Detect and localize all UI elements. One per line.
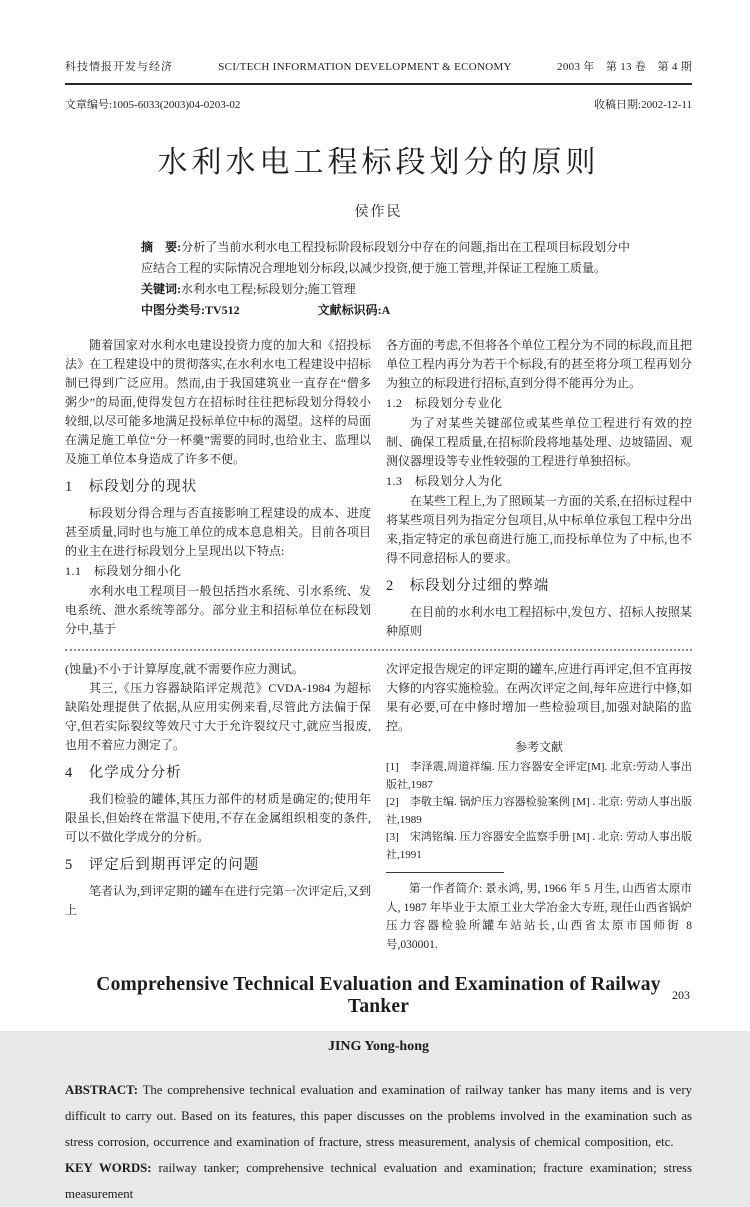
abstract-text: 分析了当前水利水电工程投标阶段标段划分中存在的问题,指出在工程项目标段划分中应结合工程的实际情况合理地划分标段,以减少投资,便于施工管理,并保证工程施工质量。 (141, 240, 630, 275)
paragraph: 随着国家对水利水电建设投资力度的加大和《招投标法》在工程建设中的贯彻落实,在水利水电工程建设中招标制已得到广泛应用。然而,由于我国建筑业一直存在“僧多粥少”的局面,使得发包方在招标时往往把标段划分得较小较细,以尽可能多地满足投标单位中标的渴望。这样的局面在满足施工单位“分一杯羹”需要的同时,也给业主、监理以及施工单位本身造成了许多不便。 (65, 338, 371, 466)
body-upper (65, 336, 692, 641)
section-heading: 4 化学成分分析 (65, 765, 182, 781)
paragraph: 其三,《压力容器缺陷评定规范》CVDA-1984 为超标缺陷处理提供了依据,从应用实例来看,尽管此方法偏于保守,但若实际裂纹等效尺寸大于允许裂纹尺寸,就应当报废,也用不着应力测定了。 (65, 681, 371, 752)
reference-item: [2] 李敬主编. 锅炉压力容器检验案例 [M] . 北京: 劳动人事出版社,1989 (386, 796, 692, 826)
section-heading: 2 标段划分过细的弊端 (386, 578, 550, 594)
journal-name-en: SCI/TECH INFORMATION DEVELOPMENT & ECONOMY (218, 61, 512, 73)
keywords-text: 水利水电工程;标段划分;施工管理 (181, 282, 356, 296)
page-header (65, 58, 692, 74)
journal-name-cn: 科技情报开发与经济 (65, 61, 173, 73)
article-title: 水利水电工程标段划分的原则 (157, 146, 600, 179)
english-abstract (65, 1077, 692, 1155)
paragraph: 标段划分得合理与否直接影响工程建设的成本、进度甚至质量,同时也与施工单位的成本息息相关。目前各项目的业主在进行标段划分上呈现出以下特点: (65, 506, 371, 558)
abstract-paragraph (141, 237, 630, 279)
abstract-block (141, 237, 630, 321)
body-lower (65, 660, 692, 954)
paragraph: 为了对某些关键部位或某些单位工程进行有效的控制、确保工程质量,在招标阶段将地基处理、边坡锚固、观测仪器埋设等专业性较强的工程进行单独招标。 (386, 416, 692, 468)
meta-row (65, 96, 692, 112)
received-date: 收稿日期:2002-12-11 (594, 99, 692, 111)
article-divider (65, 649, 692, 651)
paragraph: 在目前的水利水电工程招标中,发包方、招标人按照某种原则 (386, 605, 692, 638)
english-abstract-text: The comprehensive technical evaluation and examination of railway tanker has many items and is very difficult to carry out. Based on its features, this paper discusses on the problems involved in the examination such as stress corrosion, occurrence and examination of fracture, stress measurement, analysis of chemical composition, etc. (65, 1083, 692, 1149)
document-code: 文献标识码:A (317, 303, 391, 317)
english-author: JING Yong-hong (327, 1039, 429, 1054)
page-number: 203 (672, 988, 690, 1002)
paragraph: 我们检验的罐体,其压力部件的材质是确定的;使用年限虽长,但始终在常温下使用,不存在金属组织相变的条件,可以不做化学成分的分析。 (65, 792, 371, 844)
keywords-paragraph (141, 279, 630, 300)
bio-divider-rule (386, 872, 504, 873)
paragraph: 笔者认为,到评定期的罐车在进行完第一次评定后,又到上 (65, 884, 372, 917)
paragraph: 水利水电工程项目一般包括挡水系统、引水系统、发电系统、泄水系统等部分。部分业主和招标单位在标段划分中,基于 (65, 584, 371, 636)
subsection-heading: 1.2 标段划分专业化 (386, 396, 503, 410)
classification-row (141, 300, 630, 321)
issue-info: 2003 年 第 13 卷 第 4 期 (557, 61, 692, 73)
english-abstract-label: ABSTRACT: (65, 1083, 139, 1097)
author-bio: 第一作者简介: 景永鸿, 男, 1966 年 5 月生, 山西省太原市人, 1987 年毕业于太原工业大学冶金大专班, 现任山西省锅炉压力容器检验所罐车站站长,山西省太原市国师街 8 号,030001. (386, 883, 692, 951)
article-author: 侯作民 (354, 205, 403, 220)
section-heading: 5 评定后到期再评定的问题 (65, 857, 260, 873)
section-heading: 1 标段划分的现状 (65, 479, 198, 495)
reference-item: [3] 宋鸿铭编. 压力容器安全监察手册 [M] . 北京: 劳动人事出版社,1991 (386, 831, 692, 861)
reference-item: [1] 李泽震,周道祥编. 压力容器安全评定[M]. 北京:劳动人事出版社,1987 (386, 761, 692, 791)
english-keywords-label: KEY WORDS: (65, 1161, 152, 1175)
english-keywords-text: railway tanker; comprehensive technical evaluation and examination; fracture examination; stress measurement (65, 1161, 692, 1201)
clc-number: 中图分类号:TV512 (141, 303, 240, 317)
body-lower-right-column (386, 660, 692, 954)
body-upper-right-column (386, 336, 692, 641)
subsection-heading: 1.3 标段划分人为化 (386, 474, 503, 488)
references-title: 参考文献 (514, 740, 563, 754)
english-section (65, 974, 692, 1207)
header-rule (65, 83, 692, 85)
article-number: 文章编号:1005-6033(2003)04-0203-02 (65, 99, 241, 111)
english-title: Comprehensive Technical Evaluation and Examination of Railway Tanker (96, 974, 661, 1017)
keywords-label: 关键词: (141, 282, 181, 296)
body-lower-left-column (65, 660, 371, 954)
paragraph-continuation: (蚀量)不小于计算厚度,就不需要作应力测试。 (65, 662, 304, 676)
abstract-label: 摘 要: (141, 240, 182, 254)
body-upper-left-column (65, 336, 371, 641)
paragraph-continuation: 各方面的考虑,不但将各个单位工程分为不同的标段,而且把单位工程内再分为若干个标段,有的甚至将分项工程再划分为独立的标段进行招标,直到分得不能再分为止。 (386, 338, 693, 390)
paragraph-continuation: 次评定报告规定的评定期的罐车,应进行再评定,但不宜再按大修的内容实施检验。在两次评定之间,每年应进行中修,如果有必要,可在中修时增加一些检验项目,加强对缺陷的监控。 (386, 662, 693, 733)
subsection-heading: 1.1 标段划分细小化 (65, 564, 182, 578)
english-keywords (65, 1155, 692, 1207)
paragraph: 在某些工程上,为了照顾某一方面的关系,在招标过程中将某些项目列为指定分包项目,从中标单位承包工程中分出来,指定特定的承包商进行施工,而投标单位为了中标,也不得不同意招标人的要求。 (386, 494, 693, 565)
